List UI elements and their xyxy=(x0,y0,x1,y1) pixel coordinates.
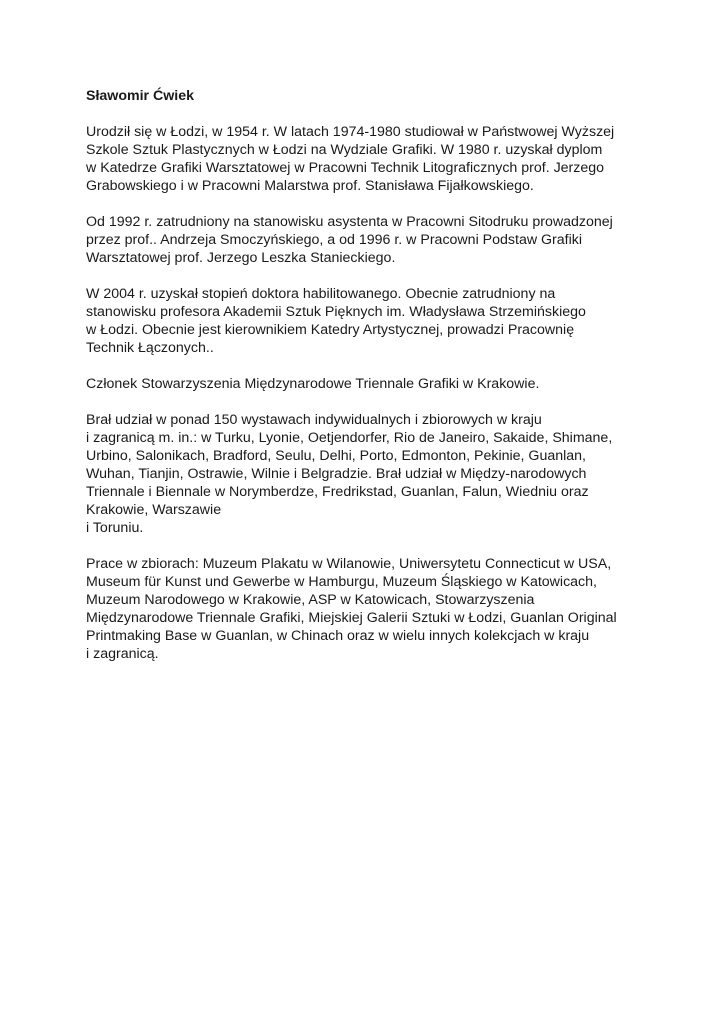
text-line: Printmaking Base w Guanlan, w Chinach oraz w wielu innych kolekcjach w kraju xyxy=(86,628,590,644)
text-line: Grabowskiego i w Pracowni Malarstwa prof. Stanisława Fijałkowskiego. xyxy=(86,178,534,194)
text-line: Krakowie, Warszawie xyxy=(86,502,222,518)
paragraph-exhibitions xyxy=(86,411,646,537)
paragraph-education xyxy=(86,123,646,195)
text-line: Urodził się w Łodzi, w 1954 r. W latach 1974-1980 studiował w Państwowej Wyższej xyxy=(86,124,615,140)
document-body xyxy=(86,87,646,681)
paragraph-collections xyxy=(86,555,646,663)
text-line: stanowisku profesora Akademii Sztuk Pięknych im. Władysława Strzemińskiego xyxy=(86,304,586,320)
text-line: Wuhan, Tianjin, Ostrawie, Wilnie i Belgradzie. Brał udział w Między-narodowych xyxy=(86,466,587,482)
text-line: Triennale i Biennale w Norymberdze, Fredrikstad, Guanlan, Falun, Wiedniu oraz xyxy=(86,484,589,500)
paragraph-membership xyxy=(86,375,646,393)
text-line: Urbino, Salonikach, Bradford, Seulu, Delhi, Porto, Edmonton, Pekinie, Guanlan, xyxy=(86,448,586,464)
text-line: Technik Łączonych.. xyxy=(86,340,214,356)
text-line: Szkole Sztuk Plastycznych w Łodzi na Wydziale Grafiki. W 1980 r. uzyskał dyplom xyxy=(86,142,603,158)
text-line: Członek Stowarzyszenia Międzynarodowe Triennale Grafiki w Krakowie. xyxy=(86,376,540,392)
text-line: Od 1992 r. zatrudniony na stanowisku asystenta w Pracowni Sitodruku prowadzonej xyxy=(86,214,613,230)
text-line: przez prof.. Andrzeja Smoczyńskiego, a od 1996 r. w Pracowni Podstaw Grafiki xyxy=(86,232,583,248)
text-line: Międzynarodowe Triennale Grafiki, Miejskiej Galerii Sztuki w Łodzi, Guanlan Original xyxy=(86,610,617,626)
text-line: Warsztatowej prof. Jerzego Leszka Stanieckiego. xyxy=(86,250,396,266)
paragraph-employment xyxy=(86,213,646,267)
text-line: Museum für Kunst und Gewerbe w Hamburgu, Muzeum Śląskiego w Katowicach, xyxy=(86,574,597,590)
paragraph-habilitation xyxy=(86,285,646,357)
author-name-heading: Sławomir Ćwiek xyxy=(86,88,195,104)
text-line: i zagranicą m. in.: w Turku, Lyonie, Oetjendorfer, Rio de Janeiro, Sakaide, Shimane, xyxy=(86,430,613,446)
text-line: Prace w zbiorach: Muzeum Plakatu w Wilanowie, Uniwersytetu Connecticut w USA, xyxy=(86,556,612,572)
text-line: i zagranicą. xyxy=(86,646,159,662)
text-line: Brał udział w ponad 150 wystawach indywidualnych i zbiorowych w kraju xyxy=(86,412,542,428)
text-line: w Katedrze Grafiki Warsztatowej w Pracowni Technik Litograficznych prof. Jerzego xyxy=(86,160,605,176)
text-line: W 2004 r. uzyskał stopień doktora habilitowanego. Obecnie zatrudniony na xyxy=(86,286,556,302)
text-line: Muzeum Narodowego w Krakowie, ASP w Katowicach, Stowarzyszenia xyxy=(86,592,535,608)
text-line: w Łodzi. Obecnie jest kierownikiem Katedry Artystycznej, prowadzi Pracownię xyxy=(86,322,575,338)
text-line: i Toruniu. xyxy=(86,520,144,536)
